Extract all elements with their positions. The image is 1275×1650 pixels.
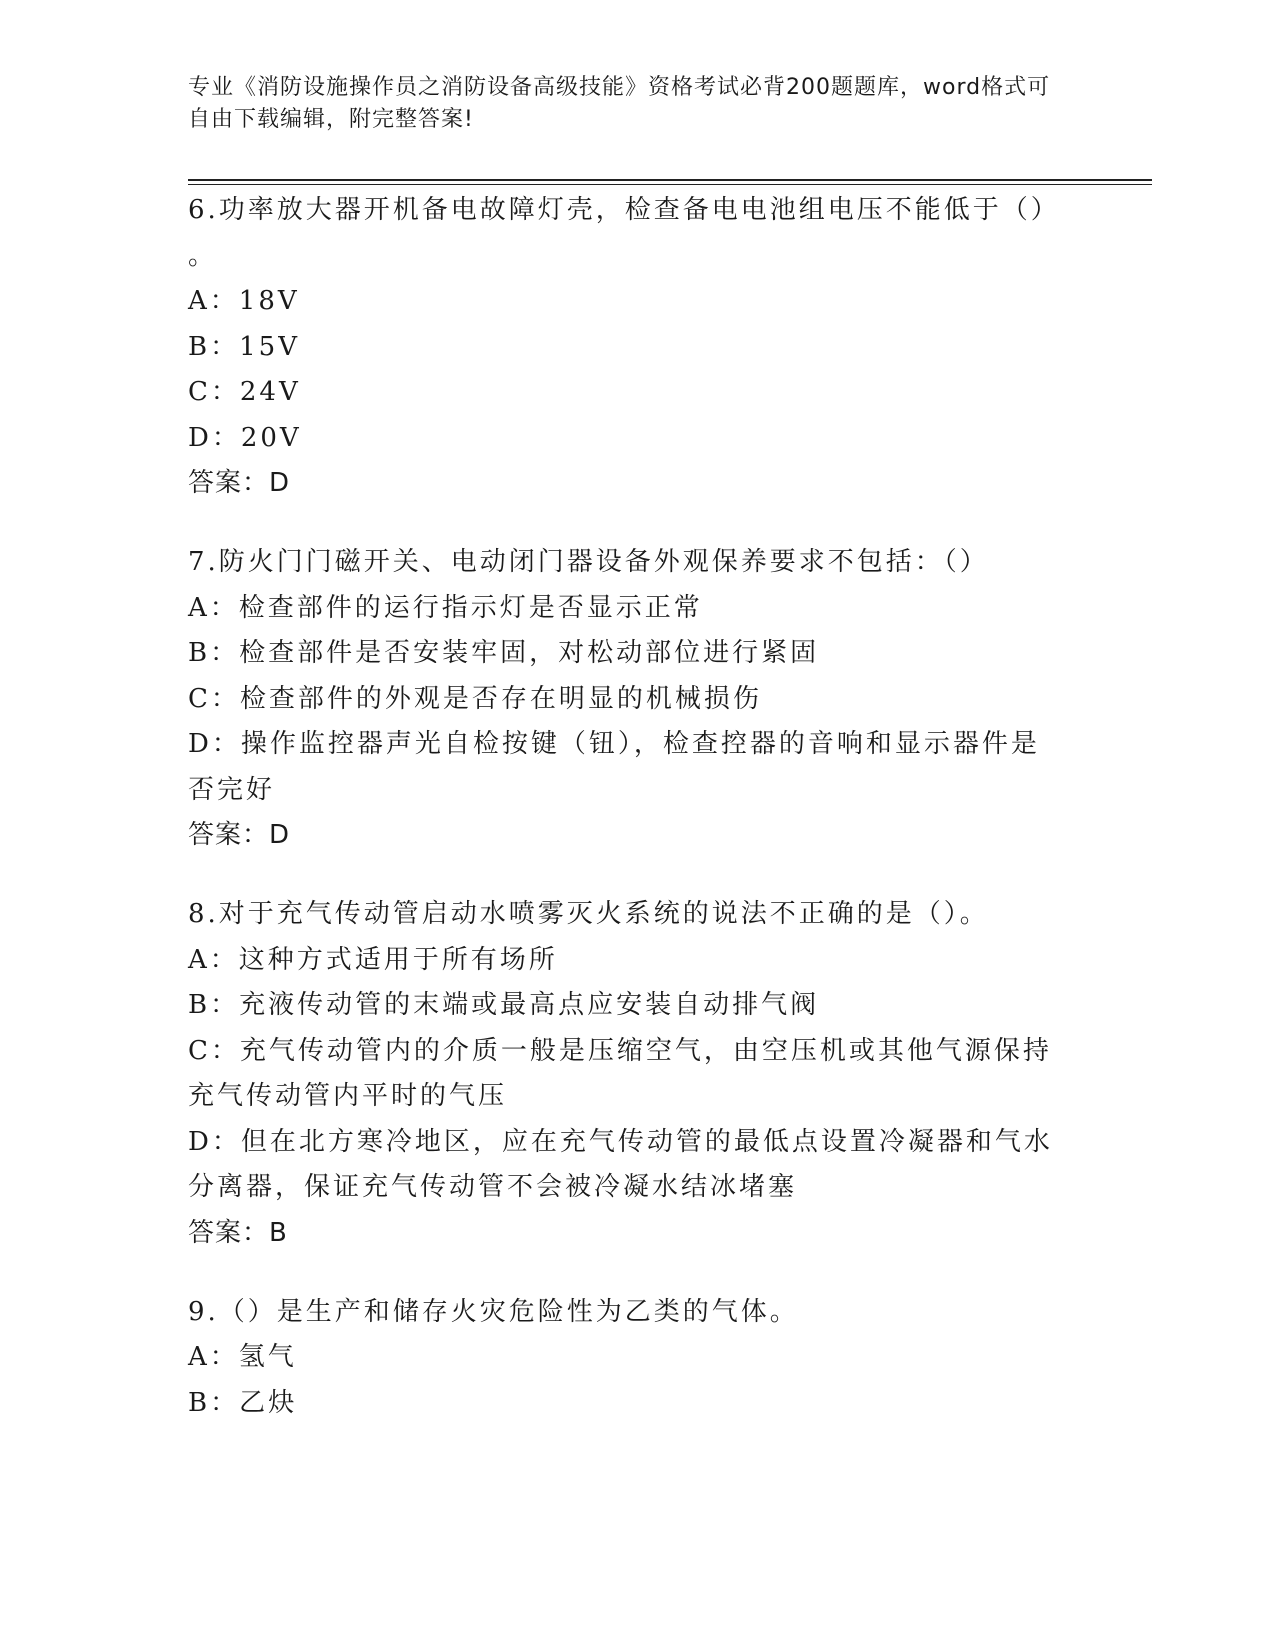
option-a: A：检查部件的运行指示灯是否显示正常 [188,592,703,623]
option-c: C：24V [188,377,301,407]
question-stem-continuation: 。 [188,240,218,271]
option-a: A：氢气 [188,1342,297,1372]
question-stem: 6.功率放大器开机备电故障灯壳，检查备电电池组电压不能低于（） [188,195,1060,225]
answer: 答案：B [188,1217,288,1248]
option-c: C：充气传动管内的介质一般是压缩空气，由空压机或其他气源保持充气传动管内平时的气压 [188,1035,1052,1111]
option-d: D：20V [188,422,302,453]
question-stem: 7.防火门门磁开关、电动闭门器设备外观保养要求不包括：（） [188,547,989,577]
option-c: C：检查部件的外观是否存在明显的机械损伤 [188,683,762,714]
option-a: A：这种方式适用于所有场所 [188,944,558,975]
answer: 答案：D [188,468,291,498]
option-b: B：检查部件是否安装牢固，对松动部位进行紧固 [188,638,820,668]
answer: 答案：D [188,820,291,850]
document-header: 专业《消防设施操作员之消防设备高级技能》资格考试必背200题题库，word格式可自由下载编辑，附完整答案! [188,75,1051,132]
header-rule-thick [188,179,1152,181]
option-b: B：15V [188,331,300,362]
question-9 [188,1290,1068,1427]
question-8 [188,892,1068,1256]
question-6 [188,188,1068,506]
option-a: A：18V [188,286,300,316]
question-stem: 8.对于充气传动管启动水喷雾灭火系统的说法不正确的是（）。 [188,899,989,929]
question-7 [188,540,1068,858]
option-d: D：但在北方寒冷地区，应在充气传动管的最低点设置冷凝器和气水分离器，保证充气传动管不会被冷凝水结冰堵塞 [188,1126,1053,1202]
question-list [188,188,1068,1460]
option-d: D：操作监控器声光自检按键（钮），检查控器的音响和显示器件是否完好 [188,729,1040,805]
option-b: B：乙炔 [188,1387,298,1418]
question-stem: 9.（）是生产和储存火灾危险性为乙类的气体。 [188,1296,799,1327]
option-b: B：充液传动管的末端或最高点应安装自动排气阀 [188,990,820,1020]
header-rule-thin [188,184,1152,185]
